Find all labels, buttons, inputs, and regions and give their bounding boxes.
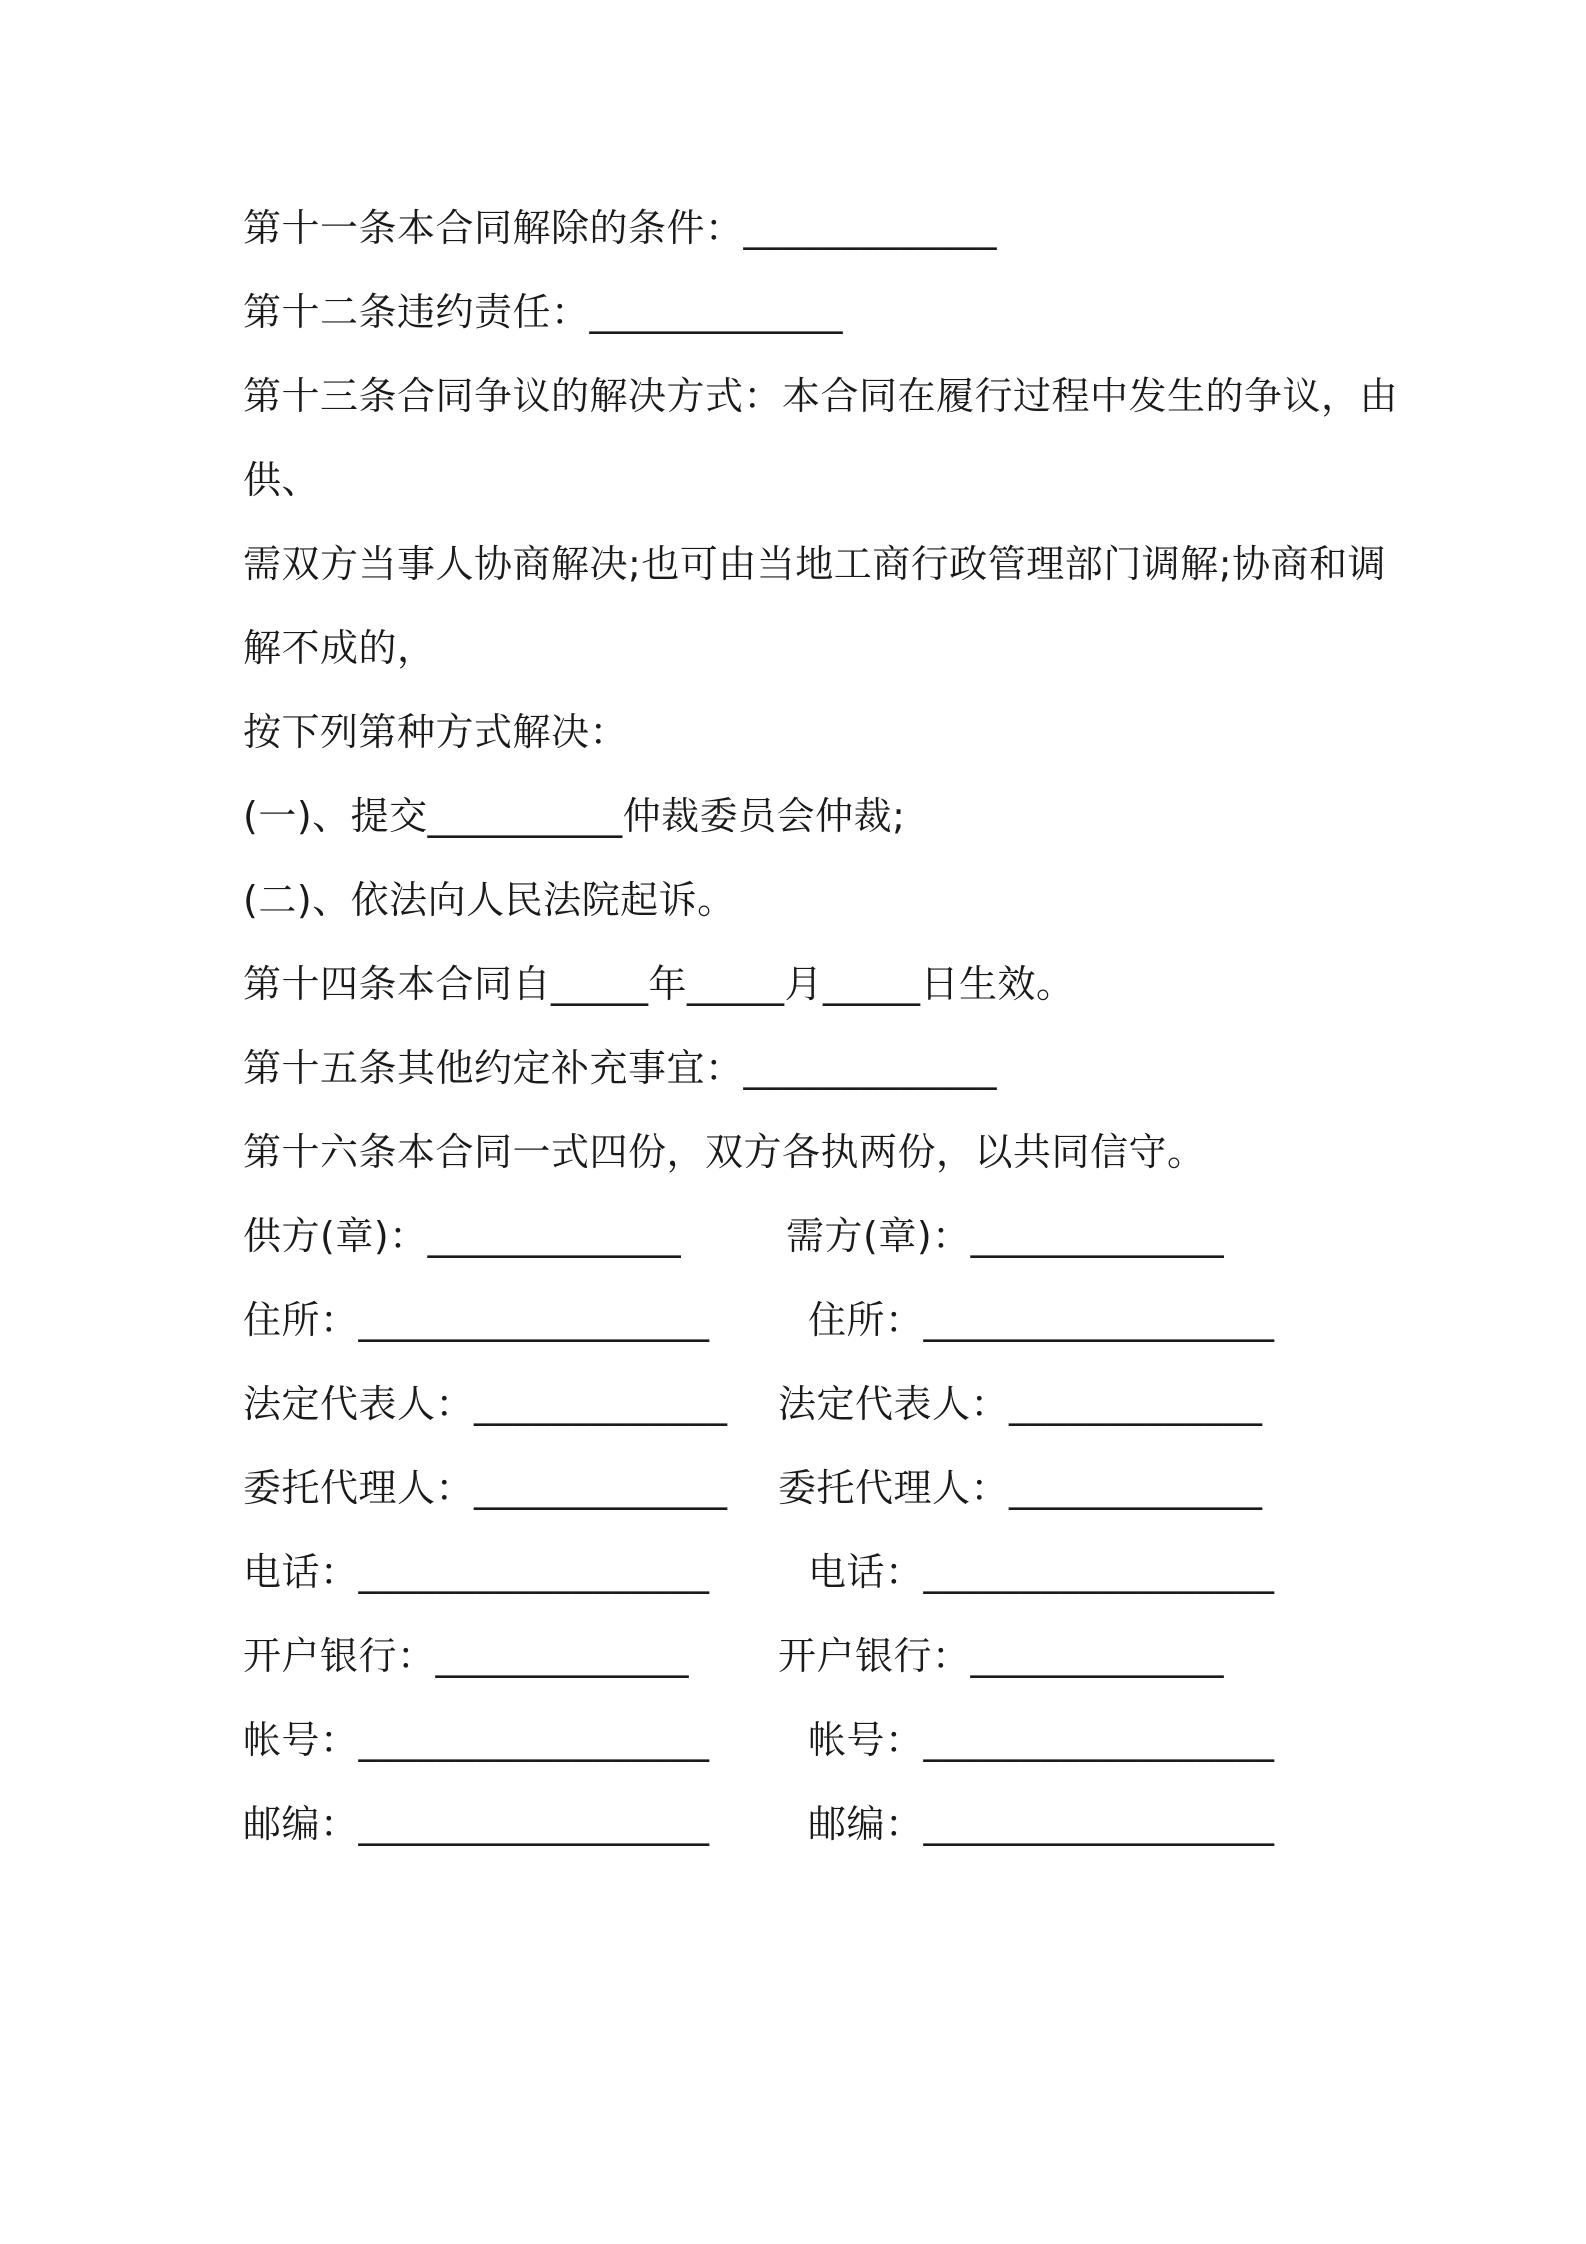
supplier-legal-rep: 法定代表人：_____________: [243, 1382, 728, 1426]
buyer-bank: 开户银行：_____________: [778, 1634, 1225, 1678]
supplier-address: 住所：__________________: [243, 1298, 710, 1342]
article-13-option-arbitration: (一)、提交__________仲裁委员会仲裁;: [243, 794, 906, 838]
supplier-bank: 开户银行：_____________: [243, 1634, 690, 1678]
article-13-option-litigation: (二)、依法向人民法院起诉。: [243, 878, 736, 922]
supplier-agent: 委托代理人：_____________: [243, 1466, 728, 1510]
article-11-termination-conditions: 第十一条本合同解除的条件：_____________: [243, 206, 998, 250]
buyer-legal-rep: 法定代表人：_____________: [778, 1382, 1263, 1426]
article-13-continuation-2: 需双方当事人协商解决;也可由当地工商行政管理部门调解;协商和调: [243, 542, 1387, 586]
buyer-seal: 需方(章)：_____________: [786, 1214, 1225, 1258]
buyer-account: 帐号：__________________: [808, 1718, 1275, 1762]
article-13-dispute-resolution: 第十三条合同争议的解决方式：本合同在履行过程中发生的争议，由: [243, 374, 1399, 418]
buyer-agent: 委托代理人：_____________: [778, 1466, 1263, 1510]
buyer-phone: 电话：__________________: [808, 1550, 1275, 1594]
buyer-address: 住所：__________________: [808, 1298, 1275, 1342]
article-16-copies: 第十六条本合同一式四份，双方各执两份，以共同信守。: [243, 1130, 1206, 1174]
supplier-phone: 电话：__________________: [243, 1550, 710, 1594]
article-12-breach-liability: 第十二条违约责任：_____________: [243, 290, 844, 334]
supplier-postcode: 邮编：__________________: [243, 1802, 710, 1846]
article-14-effective-date: 第十四条本合同自_____年_____月_____日生效。: [243, 962, 1075, 1006]
supplier-account: 帐号：__________________: [243, 1718, 710, 1762]
article-15-supplementary-matters: 第十五条其他约定补充事宜：_____________: [243, 1046, 998, 1090]
article-13-method-intro: 按下列第种方式解决：: [243, 710, 629, 754]
article-13-continuation-1: 供、: [243, 458, 321, 502]
buyer-postcode: 邮编：__________________: [808, 1802, 1275, 1846]
supplier-seal: 供方(章)：_____________: [243, 1214, 682, 1258]
article-13-continuation-3: 解不成的，: [243, 626, 436, 670]
